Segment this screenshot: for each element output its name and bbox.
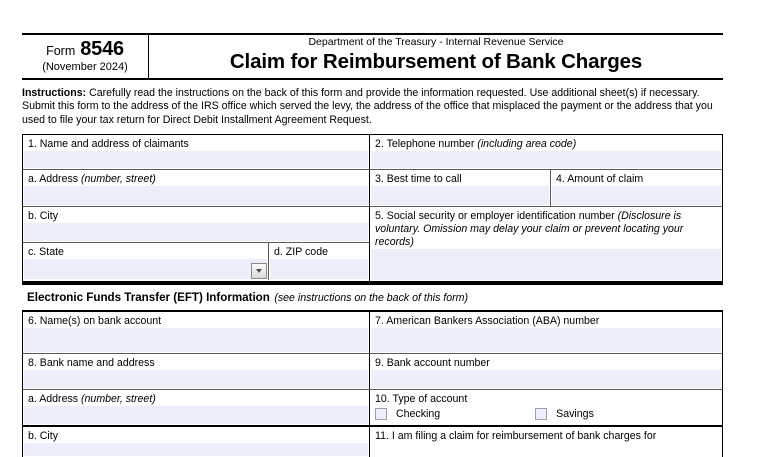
field-6-input[interactable] — [24, 328, 368, 352]
field-7-aba-number — [370, 312, 722, 353]
field-1b-input[interactable] — [24, 223, 368, 241]
field-9-input[interactable] — [371, 370, 721, 388]
field-5-label — [370, 207, 722, 249]
table-row — [23, 207, 722, 283]
field-1d-zip — [269, 243, 369, 280]
field-1c-state — [23, 243, 269, 280]
form-sheet — [22, 33, 723, 457]
field-10-options — [370, 406, 722, 420]
agency-line: Department of the Treasury - Internal Revenue Service — [308, 36, 564, 49]
field-2-label-text: 2. Telephone number — [375, 138, 475, 151]
eft-section-subtitle: (see instructions on the back of this form) — [274, 292, 469, 305]
field-8a-hint: (number, street) — [81, 393, 156, 406]
field-8-input[interactable] — [24, 370, 368, 388]
field-7-input[interactable] — [371, 328, 721, 352]
field-10-type-of-account — [370, 390, 722, 425]
checkbox-savings[interactable] — [535, 408, 594, 420]
form-header — [22, 33, 723, 80]
field-10-label: 10. Type of account — [375, 393, 468, 406]
checkbox-checking[interactable] — [375, 408, 440, 420]
field-1c-label: c. State — [28, 246, 64, 259]
field-1d-input[interactable] — [270, 259, 368, 279]
field-7-label: 7. American Bankers Association (ABA) number — [375, 315, 600, 328]
instructions-body: Carefully read the instructions on the back of this form and provide the information requested. Use additional sheet(s) if necessary. Submit this form to the address of the IRS office which served the levy, the address of the office that misplaced the payment or the address that you used to file your tax return for Direct Debit Installment Agreement Request. — [22, 87, 713, 126]
checkbox-checking-label: Checking — [396, 407, 441, 420]
field-8-bank-name-and-address — [23, 354, 370, 389]
table-row — [23, 135, 722, 170]
table-row — [23, 354, 722, 390]
field-1-label: 1. Name and address of claimants — [28, 138, 189, 151]
form-revision-date: (November 2024) — [42, 60, 128, 73]
field-3-input[interactable] — [371, 186, 549, 205]
field-1a-hint: (number, street) — [81, 173, 156, 186]
field-9-label: 9. Bank account number — [375, 357, 490, 370]
eft-section-header — [22, 283, 723, 312]
field-9-bank-account-number — [370, 354, 722, 389]
field-6-names-on-bank-account — [23, 312, 370, 353]
field-8b-label: b. City — [28, 430, 59, 443]
instructions-label: Instructions: — [22, 87, 87, 99]
claimant-info-table — [22, 134, 723, 283]
form-title-block — [149, 35, 723, 78]
field-8a-label — [23, 390, 369, 406]
instructions-paragraph — [22, 87, 720, 127]
field-1d-label: d. ZIP code — [274, 246, 328, 259]
field-5-label-text: 5. Social security or employer identification number — [375, 210, 615, 223]
form-number: 8546 — [80, 37, 124, 60]
address-city-state-group — [23, 207, 370, 281]
checkbox-icon[interactable] — [535, 408, 547, 420]
table-row — [23, 312, 722, 354]
field-1-input[interactable] — [24, 151, 368, 168]
field-1a-label-text: a. Address — [28, 173, 79, 186]
field-2-telephone — [370, 135, 722, 169]
field-6-label: 6. Name(s) on bank account — [28, 315, 162, 328]
field-1b-city — [23, 207, 369, 243]
page-title: Claim for Reimbursement of Bank Charges — [229, 49, 643, 73]
field-8a-label-text: a. Address — [28, 393, 79, 406]
field-8b-input[interactable] — [24, 443, 368, 456]
field-11-label: 11. I am filing a claim for reimbursement of bank charges for — [375, 430, 657, 443]
field-1c-input[interactable] — [24, 259, 267, 279]
field-8a-input[interactable] — [24, 406, 368, 424]
field-1-name-and-address — [23, 135, 370, 169]
field-1a-address — [23, 170, 370, 206]
checkbox-icon[interactable] — [375, 408, 387, 420]
field-1b-label: b. City — [28, 210, 59, 223]
field-8a-address — [23, 390, 370, 425]
checkbox-savings-label: Savings — [556, 407, 594, 420]
field-1c-1d-row — [23, 243, 369, 280]
field-4-label: 4. Amount of claim — [556, 173, 644, 186]
field-3-label: 3. Best time to call — [375, 173, 462, 186]
field-8-label: 8. Bank name and address — [28, 357, 155, 370]
field-1c-dropdown[interactable] — [23, 259, 268, 280]
table-row — [23, 390, 722, 427]
table-row — [23, 170, 722, 207]
field-2-hint: (including area code) — [477, 138, 577, 151]
chevron-down-icon[interactable] — [251, 263, 267, 279]
form-word: Form — [46, 43, 76, 58]
field-5-ssn-ein — [370, 207, 722, 281]
field-4-amount-of-claim — [551, 170, 722, 206]
field-5-hint: (Disclosure is voluntary. Omission may delay your claim or prevent locating your records) — [375, 210, 684, 248]
eft-section-title: Electronic Funds Transfer (EFT) Information — [27, 291, 270, 305]
field-5-input[interactable] — [371, 249, 721, 280]
field-3-best-time-to-call — [370, 170, 551, 206]
field-1a-label — [23, 170, 369, 186]
eft-info-table — [22, 312, 723, 457]
field-2-label — [370, 135, 722, 151]
form-number-line — [46, 39, 124, 59]
field-4-input[interactable] — [552, 186, 721, 205]
chevron-down-glyph — [256, 269, 262, 273]
form-number-block — [22, 35, 149, 78]
field-2-input[interactable] — [371, 151, 721, 168]
field-1a-input[interactable] — [24, 186, 368, 205]
